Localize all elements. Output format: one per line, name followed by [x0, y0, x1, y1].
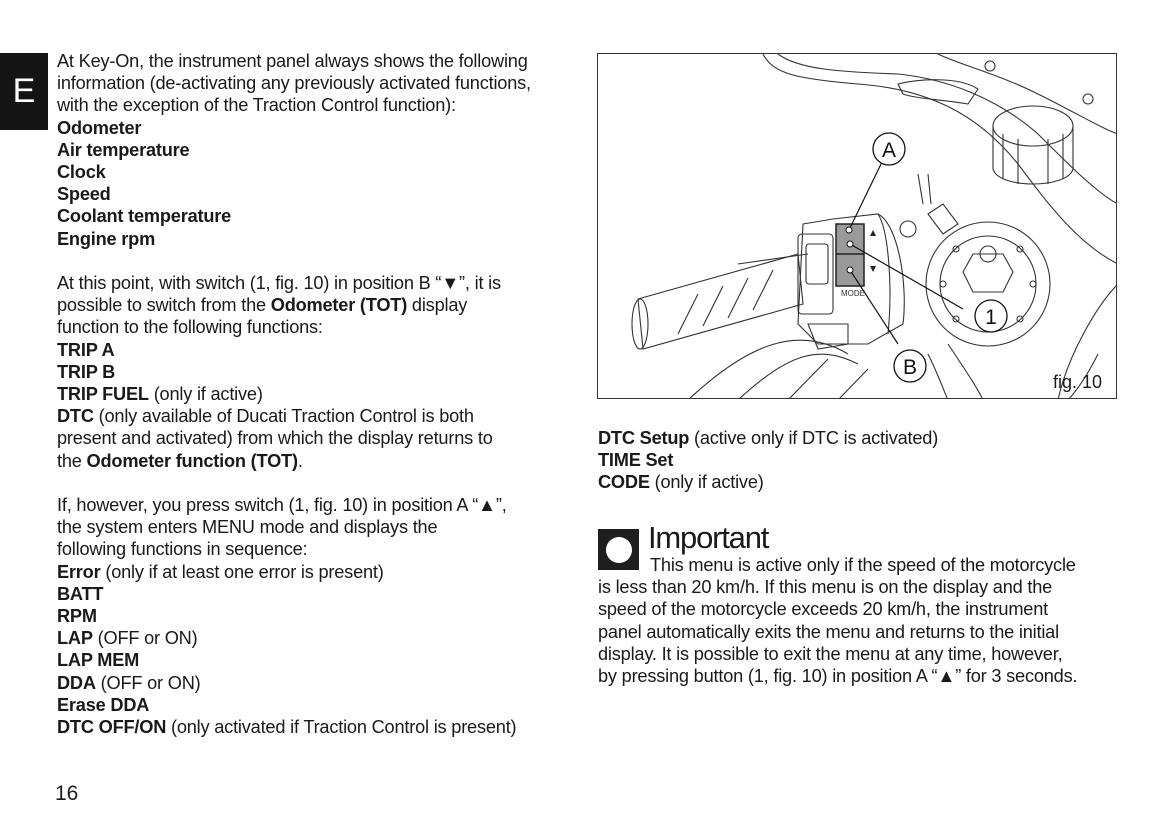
para3-line: the system enters MENU mode and displays the — [57, 517, 438, 538]
para2-line: At this point, with switch (1, fig. 10) in position B “▼”, it is — [57, 273, 501, 294]
trip-item: DTC (only available of Ducati Traction Control is both — [57, 406, 474, 427]
section-letter: E — [12, 72, 36, 110]
menu-item: DTC OFF/ON (only activated if Traction Control is present) — [57, 717, 517, 738]
callout-b: B — [902, 356, 918, 379]
keyon-item: Speed — [57, 184, 111, 205]
trip-item: TRIP B — [57, 361, 116, 382]
menu-item: Error (only if at least one error is present) — [57, 561, 384, 582]
section-tab — [0, 53, 48, 130]
menu-item: BATT — [57, 583, 104, 604]
menu-item: DDA (OFF or ON) — [57, 672, 201, 693]
svg-text:MODE: MODE — [841, 289, 865, 298]
intro-line: information (de-activating any previously activated functions, — [57, 73, 531, 94]
para2-line: possible to switch from the Odometer (TOT) display — [57, 295, 468, 316]
para2-line: function to the following functions: — [57, 317, 323, 338]
menu-item: TIME Set — [598, 450, 674, 471]
para3-line: If, however, you press switch (1, fig. 10) in position A “▲”, — [57, 495, 507, 516]
callout-1: 1 — [985, 306, 997, 329]
dtc-continuation: the Odometer function (TOT). — [57, 450, 303, 471]
menu-item: LAP (OFF or ON) — [57, 628, 198, 649]
menu-item: LAP MEM — [57, 650, 140, 671]
para3-line: following functions in sequence: — [57, 539, 308, 560]
menu-item: DTC Setup (active only if DTC is activated) — [598, 428, 939, 448]
right-column — [598, 427, 1128, 494]
left-column — [57, 50, 587, 738]
handlebar-illustration — [598, 54, 1117, 399]
keyon-item: Engine rpm — [57, 228, 156, 249]
keyon-item: Clock — [57, 162, 106, 183]
keyon-item: Air temperature — [57, 139, 190, 160]
keyon-item: Odometer — [57, 117, 142, 138]
trip-item: TRIP A — [57, 339, 115, 360]
page-number: 16 — [55, 782, 79, 805]
callout-a: A — [881, 139, 897, 162]
important-title: Important — [648, 520, 769, 555]
dtc-continuation: present and activated) from which the display returns to — [57, 428, 493, 449]
intro-line: with the exception of the Traction Control function): — [57, 95, 456, 116]
figure-handlebar-switch — [597, 53, 1117, 399]
figure-caption: fig. 10 — [1052, 372, 1102, 392]
keyon-item: Coolant temperature — [57, 206, 232, 227]
menu-item: CODE (only if active) — [598, 472, 764, 493]
menu-item: Erase DDA — [57, 694, 150, 715]
intro-line: At Key-On, the instrument panel always shows the following — [57, 51, 528, 71]
trip-item: TRIP FUEL (only if active) — [57, 384, 263, 405]
important-body: This menu is active only if the speed of the motorcycle is less than 20 km/h. If this menu is on the display and the speed of the motorcycle exceeds 20 km/h, the instrument panel automatically exits the menu and returns to the initial display. It is possible to exit the menu at any time, however, by pressing button (1, fig. 10) in position A “▲” for 3 seconds. — [598, 555, 1078, 687]
menu-item: RPM — [57, 606, 97, 627]
